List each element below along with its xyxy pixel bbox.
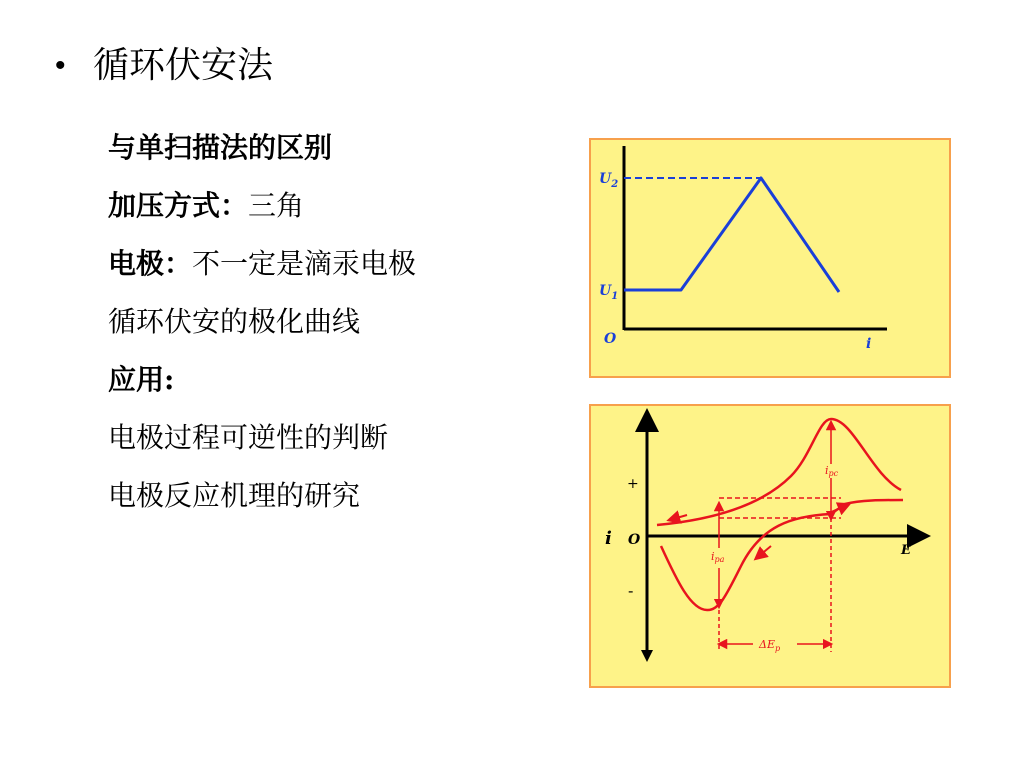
slide-title: 循环伏安法 <box>93 45 274 86</box>
line-plain: 电极反应机理的研究 <box>108 479 361 512</box>
minus-label: - <box>628 581 634 600</box>
text-line <box>108 305 416 366</box>
reverse-scan-curve <box>661 514 831 610</box>
x-axis-label: E <box>901 543 911 558</box>
waveform-diagram <box>591 140 949 376</box>
origin-label: O <box>628 532 641 548</box>
u1-label: $U_1$ <box>599 283 619 302</box>
line-plain: 不一定是滴汞电极 <box>192 247 417 280</box>
text-line <box>108 131 416 192</box>
line-plain: 电极过程可逆性的判断 <box>108 421 389 454</box>
x-axis-label: i <box>866 336 872 352</box>
plus-label: + <box>627 476 639 492</box>
current-axis-down-arrow <box>641 650 653 662</box>
delta-ep-label: $\Delta E_p$ <box>759 638 781 653</box>
line-bold: 加压方式： <box>108 189 249 222</box>
triangle-waveform <box>624 178 839 292</box>
text-line <box>108 189 416 250</box>
line-bold: 应用: <box>108 363 175 396</box>
text-body <box>108 131 417 540</box>
ipa-label: ipa <box>711 550 725 564</box>
bullet-marker: • <box>55 49 66 82</box>
scan-direction-arrow <box>673 515 687 519</box>
scan-direction-arrow <box>759 546 771 556</box>
slide-heading <box>55 45 274 86</box>
text-line <box>108 363 416 424</box>
origin-label: O <box>604 331 617 347</box>
line-bold: 电极： <box>108 247 193 280</box>
cv-diagram <box>591 406 949 686</box>
text-line <box>108 247 417 308</box>
line-plain: 三角 <box>248 189 305 222</box>
line-bold: 与单扫描法的区别 <box>108 131 333 164</box>
text-line <box>108 479 416 540</box>
u2-label: $U_2$ <box>599 171 619 190</box>
cv-figure <box>589 404 951 688</box>
forward-scan-curve <box>657 419 901 525</box>
y-axis-label: i <box>605 528 612 549</box>
waveform-figure <box>589 138 951 378</box>
ipc-label: ipc <box>825 464 839 478</box>
text-line <box>108 421 416 482</box>
line-plain: 循环伏安的极化曲线 <box>108 305 361 338</box>
